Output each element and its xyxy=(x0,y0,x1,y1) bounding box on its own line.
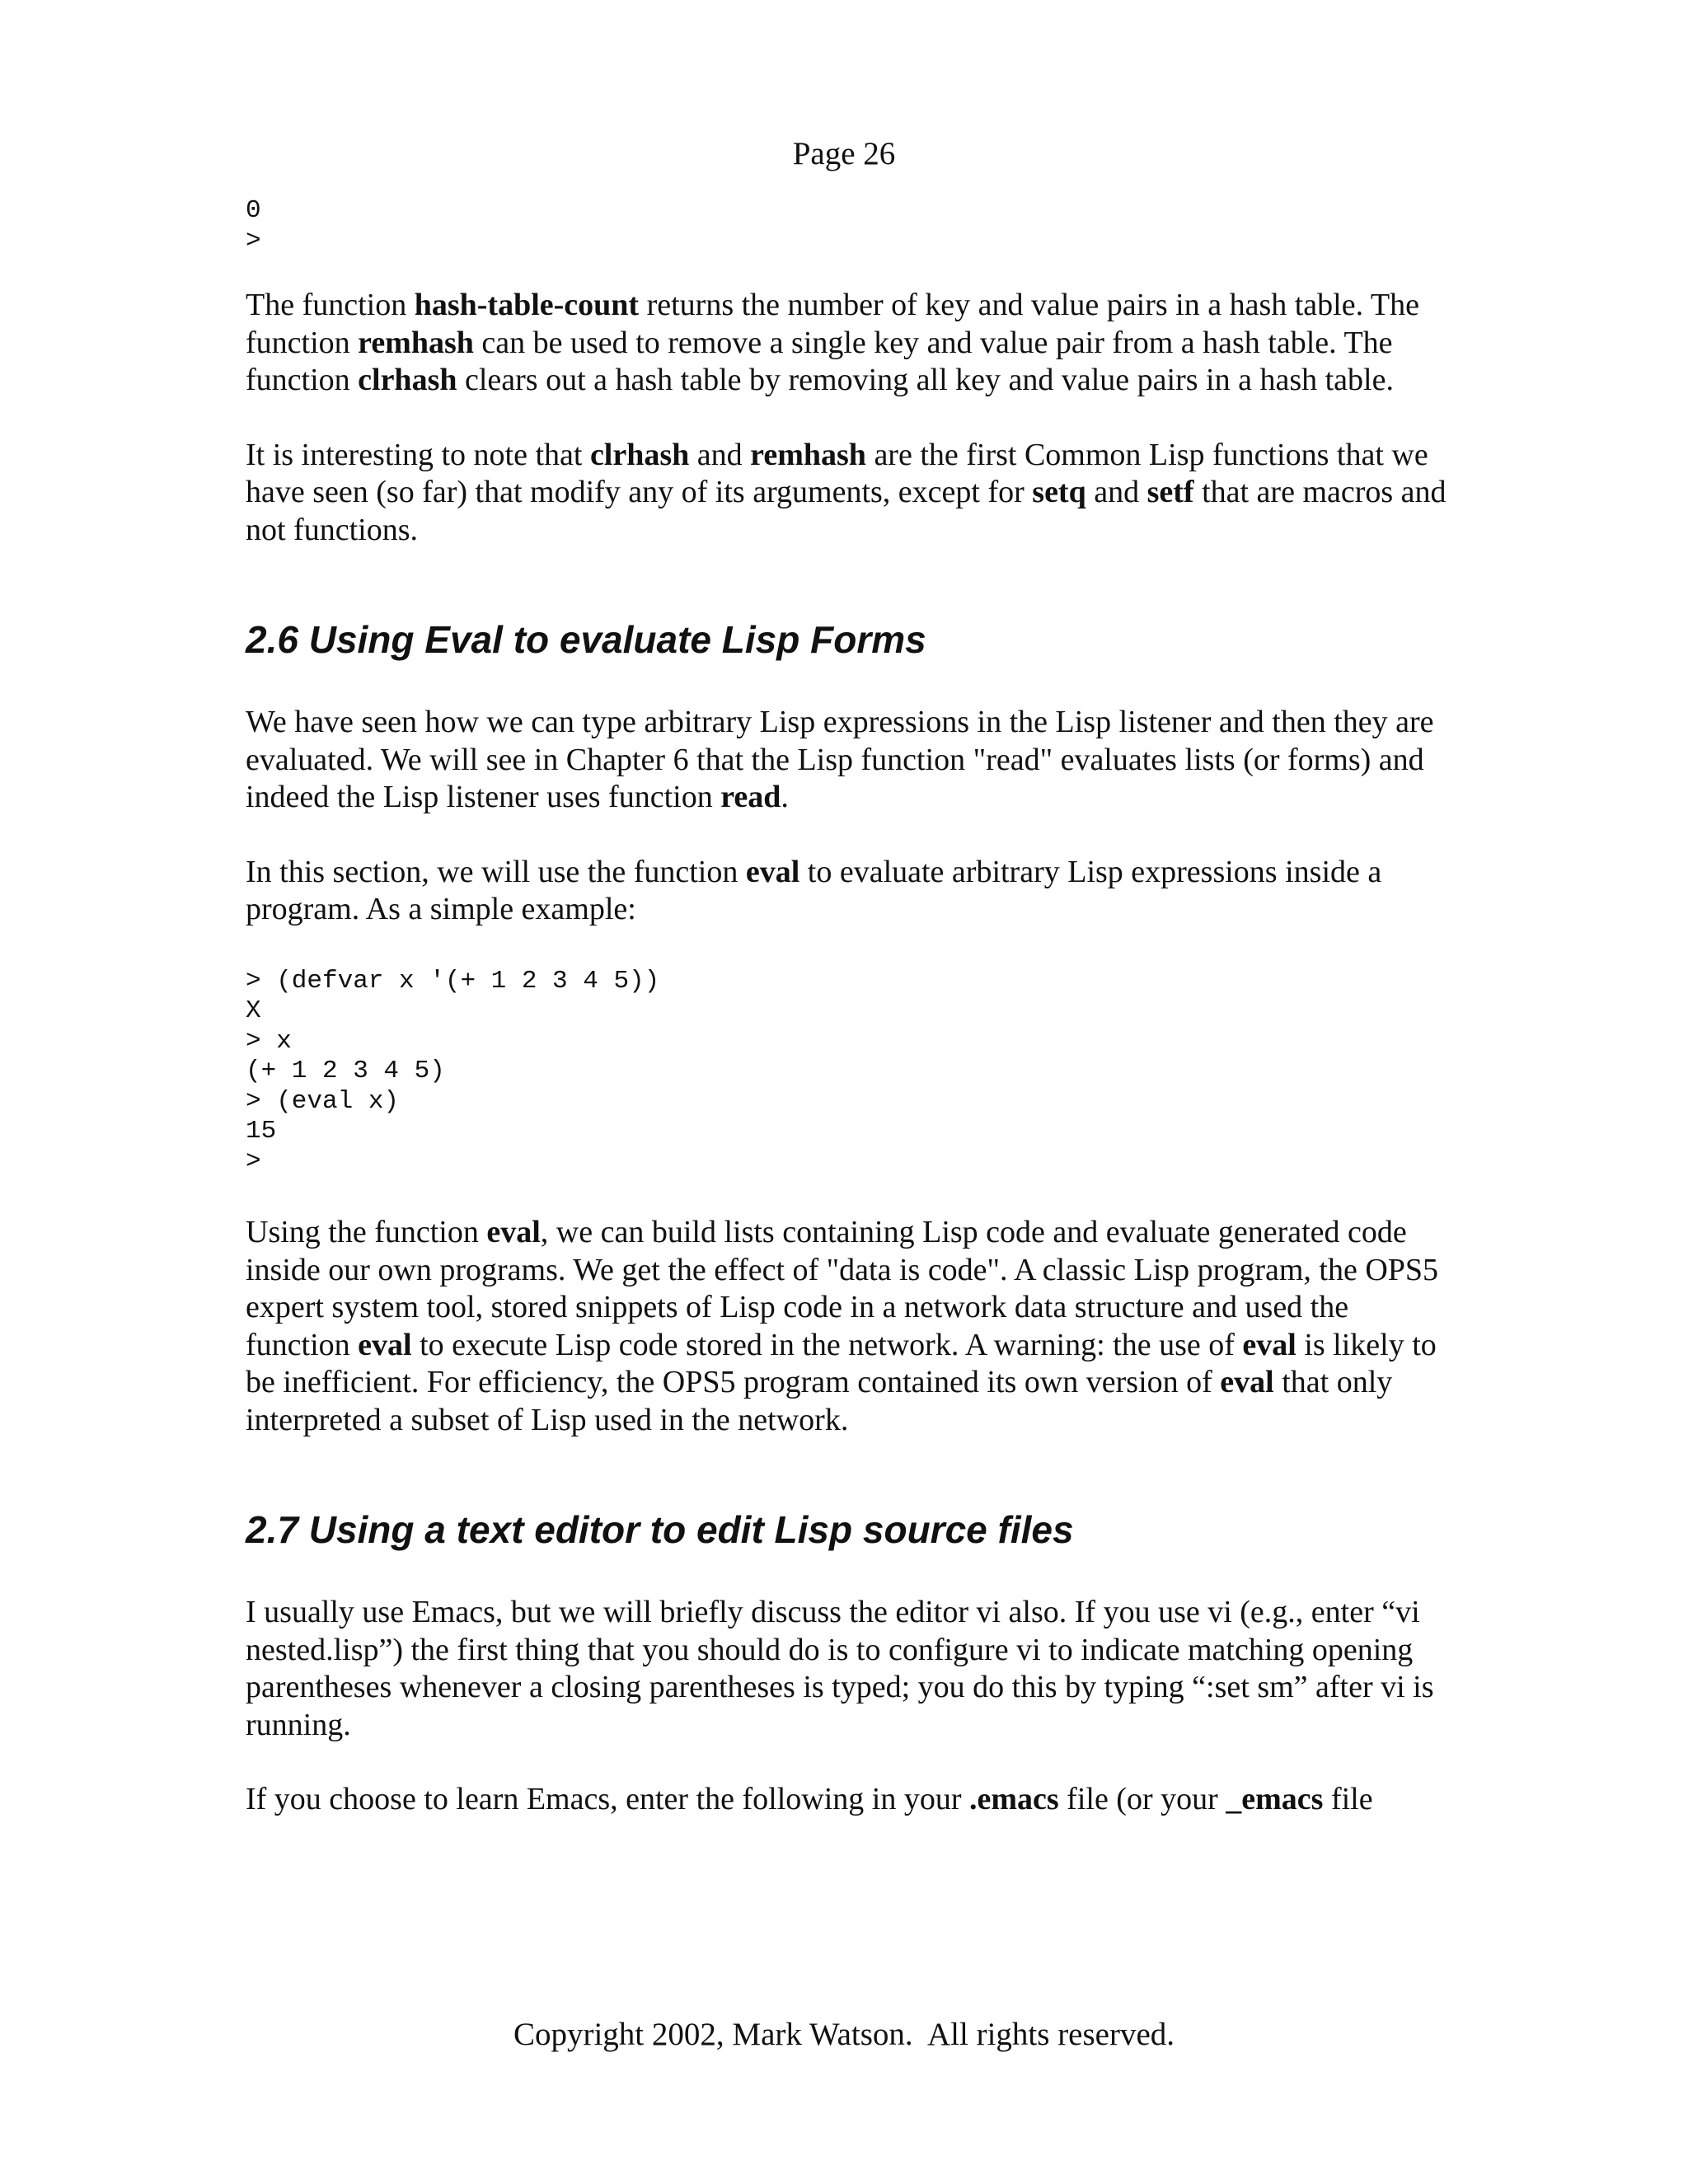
code-block-eval-example xyxy=(246,967,1449,1178)
text: , we can build lists containing Lisp code and evaluate generated code inside our own programs. We get the effect of "data is code". A classic Lisp program, the OPS5 expert system tool, stored snippets of Lisp code in a network data structure and used the function xyxy=(246,1215,1439,1362)
text: file xyxy=(1323,1782,1373,1816)
code-block-top xyxy=(246,196,1449,256)
text: to execute Lisp code stored in the network. A warning: the use of xyxy=(411,1327,1243,1362)
text: is likely to be inefficient. For efficiency, the OPS5 program contained its own version of xyxy=(246,1327,1437,1399)
keyword-dot-emacs: .emacs xyxy=(968,1782,1059,1816)
paragraph-hash-functions xyxy=(246,287,1449,400)
code-line: (+ 1 2 3 4 5) xyxy=(246,1057,445,1085)
keyword-hash-table-count: hash-table-count xyxy=(414,288,640,322)
text: If you choose to learn Emacs, enter the following in your xyxy=(246,1782,969,1816)
paragraph-eval-intro xyxy=(246,854,1449,929)
text: clears out a hash table by removing all key and value pairs in a hash table. xyxy=(457,363,1394,397)
keyword-eval: eval xyxy=(486,1215,541,1249)
section-heading-2-6: 2.6 Using Eval to evaluate Lisp Forms xyxy=(246,618,926,661)
copyright-footer: Copyright 2002, Mark Watson. All rights reserved. xyxy=(513,2017,1175,2052)
keyword-clrhash: clrhash xyxy=(589,437,690,472)
text: can be used to remove a single key and value pair from a hash table. The function xyxy=(246,325,1393,397)
code-line: > xyxy=(246,1146,261,1176)
text: It is interesting to note that xyxy=(246,437,590,472)
text: to evaluate arbitrary Lisp expressions inside a program. As a simple example: xyxy=(246,854,1382,926)
paragraph-modify-arguments xyxy=(246,437,1449,550)
text: We have seen how we can type arbitrary Lisp expressions in the Lisp listener and then they are evaluated. We will see in Chapter 6 that the Lisp function "read" evaluates lists (or forms) and indeed the Lisp listener uses function xyxy=(246,705,1434,814)
text: that only interpreted a subset of Lisp used in the network. xyxy=(246,1365,1393,1437)
text: The function xyxy=(246,288,415,322)
text: Using the function xyxy=(246,1215,487,1249)
keyword-eval: eval xyxy=(1220,1365,1274,1399)
code-line: > x xyxy=(246,1026,292,1056)
text: that are macros and not functions. xyxy=(246,475,1447,547)
code-line: > (defvar x '(+ 1 2 3 4 5)) xyxy=(246,966,660,996)
paragraph-emacs xyxy=(246,1781,1449,1819)
code-line: X xyxy=(246,996,261,1025)
keyword-remhash: remhash xyxy=(358,325,474,360)
text: In this section, we will use the function xyxy=(246,854,746,889)
section-heading-2-7: 2.7 Using a text editor to edit Lisp source files xyxy=(246,1508,1074,1551)
keyword-setf: setf xyxy=(1146,475,1194,509)
text: are the first Common Lisp functions that we have seen (so far) that modify any of its arguments, except for xyxy=(246,437,1428,509)
page-content xyxy=(246,196,1449,1819)
keyword-clrhash: clrhash xyxy=(358,363,457,397)
text: file (or your xyxy=(1058,1782,1226,1816)
text: and xyxy=(689,437,751,472)
text: I usually use Emacs, but we will briefly discuss the editor vi also. If you use vi (e.g., enter “vi nested.lisp”) the first thing that you should do is to configure vi to indicate matching opening parentheses whenever a closing parentheses is typed; you do this by typing “:set sm” after vi is running. xyxy=(246,1595,1434,1742)
page-number: Page 26 xyxy=(792,136,896,171)
paragraph-vi-editor xyxy=(246,1594,1449,1744)
code-line: > xyxy=(246,226,261,255)
code-line: 15 xyxy=(246,1117,277,1146)
text: returns the number of key and value pairs in a hash table. The function xyxy=(246,288,1419,360)
code-line: 0 xyxy=(246,196,261,225)
keyword-remhash: remhash xyxy=(750,437,866,472)
keyword-eval: eval xyxy=(745,854,800,889)
keyword-setq: setq xyxy=(1032,475,1086,509)
code-line: > (eval x) xyxy=(246,1086,400,1116)
paragraph-lisp-listener xyxy=(246,704,1449,817)
keyword-underscore-emacs: _emacs xyxy=(1226,1782,1324,1816)
keyword-eval: eval xyxy=(358,1327,412,1362)
paragraph-data-is-code xyxy=(246,1214,1449,1439)
text: . xyxy=(781,780,789,814)
keyword-read: read xyxy=(720,780,781,814)
keyword-eval: eval xyxy=(1242,1327,1296,1362)
text: and xyxy=(1085,475,1147,509)
